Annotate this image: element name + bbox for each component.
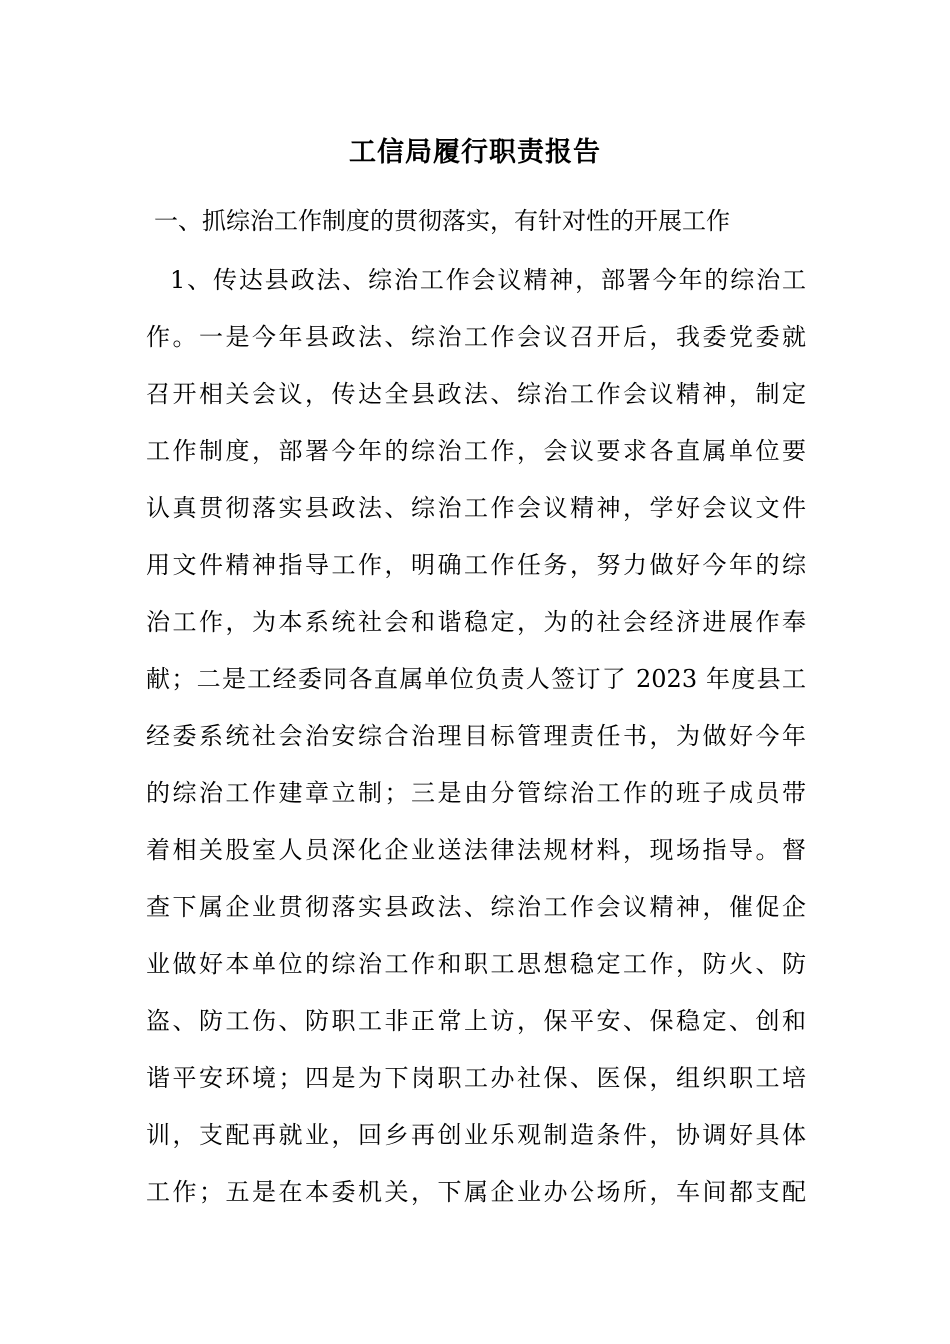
paragraph-line: 献；二是工经委同各直属单位负责人签订了 2023 年度县工 (146, 665, 806, 693)
paragraph-line: 业做好本单位的综治工作和职工思想稳定工作，防火、防 (146, 950, 806, 978)
section-heading: 一、抓综治工作制度的贯彻落实，有针对性的开展工作 (154, 207, 730, 235)
paragraph-line: 作。一是今年县政法、综治工作会议召开后，我委党委就 (146, 323, 806, 351)
paragraph-line: 盗、防工伤、防职工非正常上访，保平安、保稳定、创和 (146, 1007, 806, 1035)
document-title: 工信局履行职责报告 (349, 137, 601, 168)
paragraph-line: 1、传达县政法、综治工作会议精神，部署今年的综治工 (170, 266, 806, 294)
paragraph-line: 治工作，为本系统社会和谐稳定，为的社会经济进展作奉 (146, 608, 806, 636)
paragraph-line: 训，支配再就业，回乡再创业乐观制造条件，协调好具体 (146, 1121, 806, 1149)
paragraph-line: 的综治工作建章立制；三是由分管综治工作的班子成员带 (146, 779, 806, 807)
paragraph-line: 查下属企业贯彻落实县政法、综治工作会议精神，催促企 (146, 893, 806, 921)
paragraph-line: 用文件精神指导工作，明确工作任务，努力做好今年的综 (146, 551, 806, 579)
paragraph-line: 工作；五是在本委机关，下属企业办公场所，车间都支配 (146, 1178, 806, 1206)
paragraph-line: 经委系统社会治安综合治理目标管理责任书，为做好今年 (146, 722, 806, 750)
paragraph-line: 谐平安环境；四是为下岗职工办社保、医保，组织职工培 (146, 1064, 806, 1092)
paragraph-line: 认真贯彻落实县政法、综治工作会议精神，学好会议文件 (146, 494, 806, 522)
paragraph-line: 召开相关会议，传达全县政法、综治工作会议精神，制定 (146, 380, 806, 408)
paragraph-line: 工作制度，部署今年的综治工作，会议要求各直属单位要 (146, 437, 806, 465)
paragraph-line: 着相关股室人员深化企业送法律法规材料，现场指导。督 (146, 836, 806, 864)
